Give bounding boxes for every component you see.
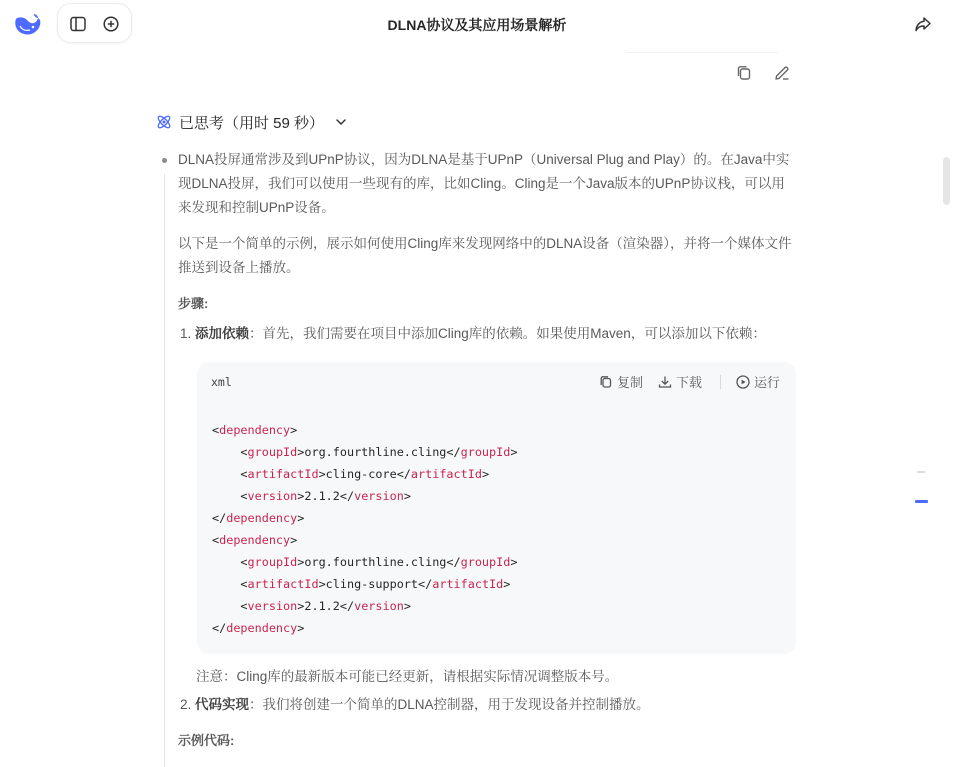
- code-tag: version: [247, 599, 298, 613]
- code-tag: dependency: [226, 511, 298, 525]
- step2-number: 2.: [180, 697, 192, 712]
- code-tag: artifactId: [410, 467, 482, 481]
- run-label: 运行: [753, 375, 780, 390]
- thinking-bullet: [162, 158, 167, 163]
- run-code-button[interactable]: [735, 372, 780, 391]
- code-tag: artifactId: [247, 577, 319, 591]
- thinking-toggle[interactable]: [155, 111, 348, 133]
- code-bracket: </: [212, 621, 227, 635]
- code-bracket: >: [403, 489, 411, 503]
- code-text: cling-support: [325, 577, 419, 591]
- code-indent: [212, 467, 240, 481]
- list-item-step2: [180, 693, 800, 717]
- code-tag: artifactId: [432, 577, 504, 591]
- code-line: [212, 573, 517, 595]
- copy-icon: [598, 374, 614, 390]
- paragraph-intro: DLNA投屏通常涉及到UPnP协议，因为DLNA是基于UPnP（Universal Plug and Play）的。在Java中实现DLNA投屏，我们可以使用一些现有的库，比如Cling。Cling是一个Java版本的UPnP协议栈，可以用来发现和控制UPnP设备。: [178, 152, 790, 215]
- scrollbar-thumb[interactable]: [943, 157, 950, 205]
- code-bracket: <: [240, 555, 248, 569]
- code-indent: [212, 599, 240, 613]
- page-title: DLNA协议及其应用场景解析: [387, 17, 567, 33]
- code-tag: dependency: [219, 423, 291, 437]
- code-text: org.fourthline.cling: [304, 555, 447, 569]
- code-content: [212, 419, 517, 639]
- code-bracket: >: [297, 621, 305, 635]
- download-icon: [657, 374, 673, 390]
- atom-icon: [155, 113, 173, 131]
- code-bracket: >: [290, 533, 298, 547]
- code-text: 2.1.2: [304, 489, 340, 503]
- code-toolbar: [598, 372, 780, 391]
- code-line: [212, 419, 517, 441]
- code-tag: dependency: [219, 533, 291, 547]
- code-tag: version: [354, 489, 404, 503]
- code-language: xml: [211, 375, 232, 389]
- code-tag: groupId: [247, 445, 298, 459]
- copy-label: 复制: [616, 375, 643, 390]
- paragraph-example: 以下是一个简单的示例，展示如何使用Cling库来发现网络中的DLNA设备（渲染器），并将一个媒体文件推送到设备上播放。: [178, 236, 792, 275]
- code-bracket: <: [240, 577, 248, 591]
- code-indent: [212, 555, 240, 569]
- code-bracket: </: [396, 467, 411, 481]
- share-icon[interactable]: [913, 14, 933, 34]
- code-indent: [212, 577, 240, 591]
- code-bracket: <: [240, 599, 248, 613]
- code-bracket: >: [510, 445, 518, 459]
- code-bracket: >: [297, 511, 305, 525]
- thinking-label: 已思考（用时 59 秒）: [179, 114, 325, 132]
- step1-text: ：首先，我们需要在项目中添加Cling库的依赖。如果使用Maven，可以添加以下依赖：: [249, 326, 766, 341]
- step2-title: 代码实现: [195, 697, 250, 712]
- previous-message-edge: [626, 52, 778, 53]
- code-tag: version: [247, 489, 298, 503]
- code-bracket: >: [481, 467, 490, 481]
- code-tag: dependency: [226, 621, 298, 635]
- code-line: [212, 617, 517, 639]
- step2-text: ：我们将创建一个简单的DLNA控制器，用于发现设备并控制播放。: [249, 697, 650, 712]
- code-tag: artifactId: [247, 467, 319, 481]
- chevron-down-icon[interactable]: [334, 115, 348, 129]
- code-bracket: </: [446, 555, 461, 569]
- code-bracket: </: [339, 489, 355, 503]
- code-bracket: </: [339, 599, 355, 613]
- code-bracket: <: [212, 533, 220, 547]
- version-note: 注意：Cling库的最新版本可能已经更新，请根据实际情况调整版本号。: [196, 669, 619, 684]
- code-indent: [212, 489, 240, 503]
- code-bracket: <: [240, 489, 248, 503]
- copy-icon[interactable]: [734, 63, 754, 83]
- code-bracket: <: [240, 445, 248, 459]
- download-code-button[interactable]: [657, 372, 702, 391]
- minimap-marker-active[interactable]: [915, 500, 928, 503]
- code-tag: version: [354, 599, 404, 613]
- code-bracket: <: [240, 467, 248, 481]
- code-indent: [212, 445, 240, 459]
- step1-title: 添加依赖: [195, 326, 250, 341]
- code-bracket: >: [297, 445, 305, 459]
- code-line: [212, 463, 517, 485]
- code-tag: groupId: [247, 555, 298, 569]
- code-block: [197, 362, 796, 654]
- code-text: cling-core: [325, 467, 397, 481]
- thinking-rail: [164, 174, 165, 767]
- code-text: 2.1.2: [304, 599, 340, 613]
- copy-code-button[interactable]: [598, 372, 643, 391]
- code-bracket: >: [297, 599, 305, 613]
- code-bracket: <: [212, 423, 220, 437]
- minimap-marker[interactable]: [917, 471, 925, 473]
- toolbar-separator: [720, 375, 721, 389]
- code-bracket: >: [503, 577, 511, 591]
- code-text: org.fourthline.cling: [304, 445, 447, 459]
- code-bracket: >: [290, 423, 298, 437]
- code-bracket: >: [318, 467, 326, 481]
- code-line: [212, 441, 517, 463]
- code-tag: groupId: [460, 445, 511, 459]
- download-label: 下载: [675, 375, 702, 390]
- code-bracket: </: [446, 445, 461, 459]
- code-bracket: </: [418, 577, 433, 591]
- top-bar: [0, 0, 954, 48]
- code-line: [212, 551, 517, 573]
- edit-icon[interactable]: [772, 63, 792, 83]
- code-bracket: </: [212, 511, 227, 525]
- code-line: [212, 485, 517, 507]
- example-heading: 示例代码:: [178, 733, 235, 748]
- code-bracket: >: [297, 489, 305, 503]
- play-icon: [735, 374, 751, 390]
- step1-number: 1.: [180, 326, 192, 341]
- steps-heading: 步骤:: [178, 296, 209, 311]
- code-line: [212, 529, 517, 551]
- code-bracket: >: [297, 555, 305, 569]
- code-tag: groupId: [460, 555, 511, 569]
- code-bracket: >: [318, 577, 326, 591]
- code-line: [212, 595, 517, 617]
- code-bracket: >: [510, 555, 518, 569]
- list-item-step1: [180, 322, 800, 346]
- code-bracket: >: [403, 599, 411, 613]
- code-line: [212, 507, 517, 529]
